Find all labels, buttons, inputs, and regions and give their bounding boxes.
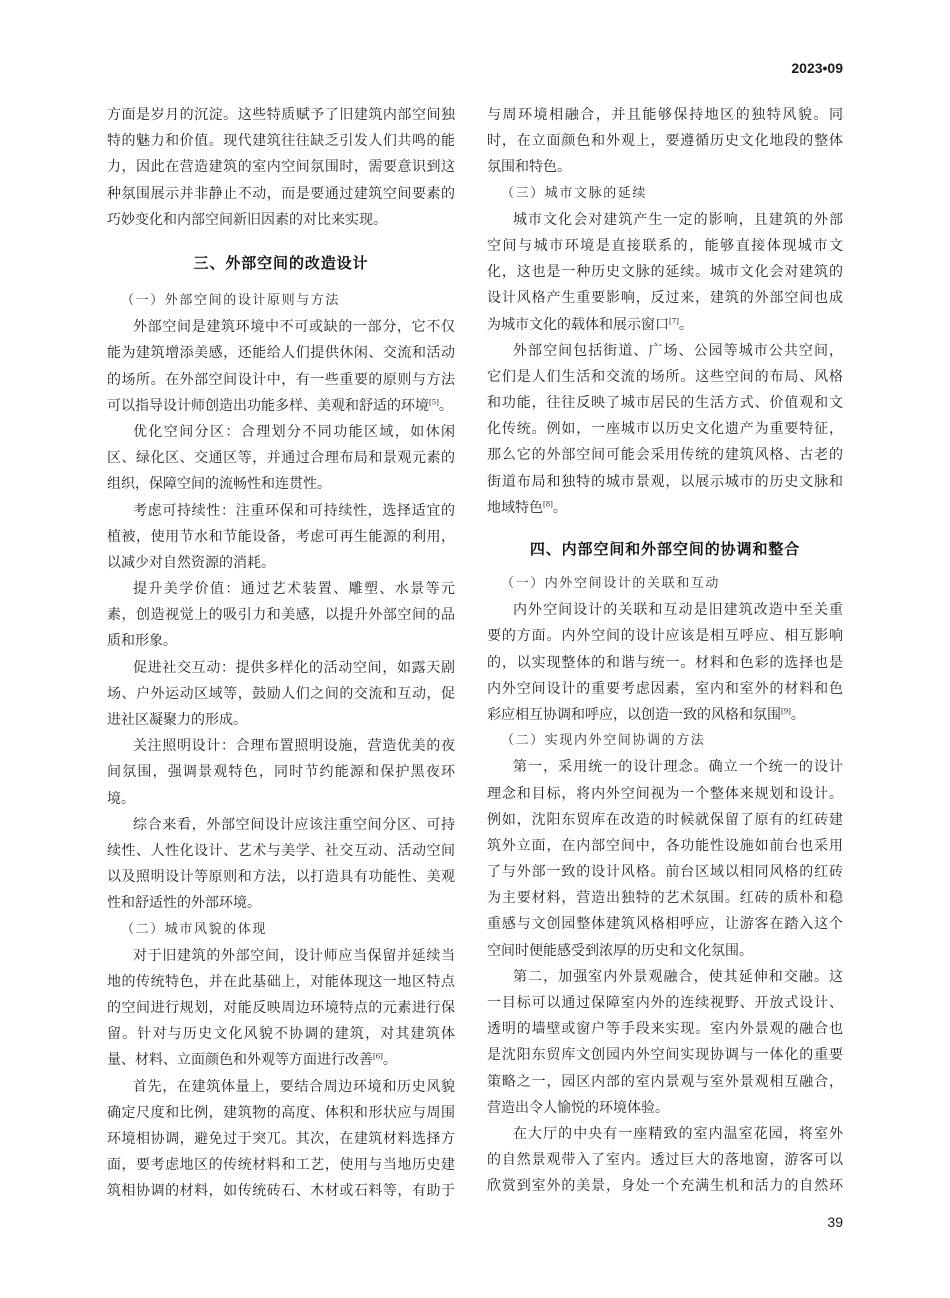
paragraph-line: 例如，沈阳东贸库在改造的时候就保留了原有的红砖建 (487, 811, 843, 828)
paragraph-line: 性和舒适性的外部环境。 (107, 895, 261, 912)
paragraph-line: 确定尺度和比例，建筑物的高度、体积和形状应与周围 (107, 1104, 455, 1121)
paragraph-line (487, 702, 843, 728)
citation-ref: [5] (429, 398, 439, 407)
right-column-body (487, 571, 843, 1200)
paragraph-line (487, 312, 843, 338)
paragraph-line: 是沈阳东贸库文创园内外空间实现协调与一体化的重要 (487, 1047, 843, 1064)
paragraph-line: 间氛围，强调景观特色，同时节约能源和保护黑夜环 (107, 764, 455, 781)
paragraph-line: 外部空间包括街道、广场、公园等城市公共空间， (513, 342, 843, 359)
paragraph-line: 对于旧建筑的外部空间，设计师应当保留并延续当 (133, 947, 455, 964)
line-text: 可以指导设计师创造出功能多样、美观和舒适的环境 (107, 397, 429, 414)
paragraph-line: 区、绿化区、交通区等，并通过合理布局和景观元素的 (107, 450, 455, 467)
subsection-heading: （一）内外空间设计的关联和互动 (501, 576, 721, 591)
paragraph-line: 空间与城市环境是直接联系的，能够直接体现城市文 (487, 237, 843, 254)
paragraph-line: 它们是人们生活和交流的场所。这些空间的布局、风格 (487, 368, 843, 385)
paragraph-line: 方面是岁月的沉淀。这些特质赋予了旧建筑内部空间独 (107, 107, 455, 123)
paragraph-line: 组织，保障空间的流畅性和连贯性。 (107, 476, 331, 493)
paragraph-line: 透明的墙壁或窗户等手段来实现。室内外景观的融合也 (487, 1021, 843, 1038)
paragraph-line: 第二，加强室内外景观融合，使其延伸和交融。这 (513, 968, 843, 985)
subsection-heading: （二）城市风貌的体现 (121, 921, 268, 937)
paragraph-line: 环境相协调，避免过于突兀。其次，在建筑材料选择方 (107, 1131, 455, 1147)
paragraph-line: 内外空间设计的重要考虑因素，室内和室外的材料和色 (487, 680, 843, 697)
left-column-body (107, 288, 455, 1205)
paragraph-line: 促进社交互动：提供多样化的活动空间，如露天剧 (133, 659, 455, 676)
line-text: 。 (678, 316, 693, 333)
paragraph-line: 在大厅的中央有一座精致的室内温室花园，将室外 (513, 1125, 843, 1142)
paragraph-line: 时，在立面颜色和外观上，要遵循历史文化地段的整体 (487, 133, 843, 150)
paragraph (107, 419, 455, 498)
section-heading: 三、外部空间的改造设计 (193, 254, 369, 272)
paragraph-line: 第一，采用统一的设计理念。确立一个统一的设计 (513, 759, 843, 776)
citation-ref: [9] (781, 707, 791, 716)
paragraph-line: 面，要考虑地区的传统材料和工艺，使用与当地历史建 (107, 1157, 455, 1174)
paragraph-line: 营造出令人愉悦的环境体验。 (487, 1099, 669, 1116)
line-text: 彩应相互协调和呼应，以创造一致的风格和氛围 (487, 706, 781, 723)
paragraph-line: 种氛围展示并非静止不动，而是要通过建筑空间要素的 (107, 185, 455, 202)
paragraph (487, 102, 843, 181)
paragraph-line (107, 1047, 455, 1073)
paragraph-line (107, 393, 455, 419)
paragraph-line: 植被，使用节水和节能设备，考虑可再生能源的利用， (107, 528, 455, 545)
line-text: 。 (382, 1052, 397, 1069)
right-column-top (487, 102, 843, 521)
paragraph (107, 498, 455, 577)
paragraph-line: 进社区凝聚力的形成。 (107, 712, 247, 728)
paragraph-line: 筑外立面，在内部空间中，各功能性设施如前台也采用 (487, 837, 843, 854)
paragraph (487, 338, 843, 521)
subsection-heading: （二）实现内外空间协调的方法 (501, 733, 706, 749)
paragraph-line: 关注照明设计：合理布置照明设施，营造优美的夜 (133, 738, 455, 755)
paragraph-line: 理念和目标，将内外空间视为一个整体来规划和设计。 (487, 785, 843, 802)
paragraph-line: 力，因此在营造建筑的室内空间氛围时，需要意识到这 (107, 159, 455, 176)
paragraph-line: 要的方面。内外空间的设计应该是相互呼应、相互影响 (487, 628, 843, 645)
paragraph-line: 质和形象。 (107, 633, 177, 650)
paragraph-line: 街道布局和独特的城市景观，以展示城市的历史文脉和 (487, 473, 843, 490)
paragraph (107, 1074, 455, 1205)
paragraph-line: 的空间进行规划，对能反映周边环境特点的元素进行保 (107, 1000, 455, 1017)
paragraph (487, 754, 843, 964)
paragraph-line: 和功能，往往反映了城市居民的生活方式、价值观和文 (487, 395, 843, 412)
paragraph (107, 314, 455, 419)
paragraph-line: 筑相协调的材料，如传统砖石、木材或石料等，有助于 (107, 1183, 455, 1200)
line-text: 。 (552, 499, 567, 516)
subsection-heading: （一）外部空间的设计原则与方法 (121, 293, 341, 308)
paragraph (487, 597, 843, 728)
paragraph-line: 提升美学价值：通过艺术装置、雕塑、水景等元 (133, 581, 455, 598)
paragraph-line: 以及照明设计等原则和方法，以打造具有功能性、美观 (107, 869, 455, 886)
paragraph-line: 地的传统特色，并在此基础上，对能体现这一地区特点 (107, 973, 455, 990)
line-text: 。 (438, 397, 453, 414)
paragraph-line: 以减少对自然资源的消耗。 (107, 554, 275, 571)
paragraph-line: 内外空间设计的关联和互动是旧建筑改造中至关重 (513, 602, 843, 619)
paragraph-line: 首先，在建筑体量上，要结合周边环境和历史风貌 (133, 1078, 455, 1095)
paragraph-line: 留。针对与历史文化风貌不协调的建筑，对其建筑体 (107, 1026, 455, 1043)
paragraph-line: 特的魅力和价值。现代建筑往往缺乏引发人们共鸣的能 (107, 133, 455, 150)
paragraph-line: 重感与文创园整体建筑风格相呼应，让游客在踏入这个 (487, 916, 843, 933)
left-column-intro (107, 102, 455, 233)
paragraph-line: 空间时便能感受到浓厚的历史和文化氛围。 (487, 942, 753, 959)
paragraph-line: 为主要材料，营造出独特的艺术氛围。红砖的质朴和稳 (487, 890, 843, 907)
paragraph-line: 的场所。在外部空间设计中，有一些重要的原则与方法 (107, 371, 455, 388)
paragraph-line (487, 495, 843, 521)
paragraph-line: 境。 (107, 790, 135, 807)
paragraph-line: 巧妙变化和内部空间新旧因素的对比来实现。 (107, 211, 387, 228)
paragraph (487, 207, 843, 338)
line-text: 为城市文化的载体和展示窗口 (487, 316, 669, 333)
section-heading: 四、内部空间和外部空间的协调和整合 (529, 540, 801, 558)
paragraph-line: 了与外部一致的设计风格。前台区域以相同风格的红砖 (487, 864, 843, 881)
paragraph (107, 576, 455, 655)
paragraph (107, 733, 455, 812)
paragraph-line: 的自然景观带入了室内。透过巨大的落地窗，游客可以 (487, 1152, 843, 1169)
line-text: 量、材料、立面颜色和外观等方面进行改善 (107, 1052, 373, 1069)
paragraph-line: 一目标可以通过保障室内外的连续视野、开放式设计、 (487, 995, 843, 1011)
paragraph-line: 化传统。例如，一座城市以历史文化遗产为重要特征， (487, 421, 843, 438)
citation-ref: [8] (543, 500, 553, 509)
paragraph (107, 812, 455, 917)
paragraph (107, 102, 455, 233)
paragraph-line: 续性、人性化设计、艺术与美学、社交互动、活动空间 (107, 842, 455, 859)
line-text: 地域特色 (487, 499, 543, 516)
paragraph (487, 1121, 843, 1200)
paragraph-line: 城市文化会对建筑产生一定的影响，且建筑的外部 (513, 211, 843, 228)
paragraph-line: 场、户外运动区域等，鼓励人们之间的交流和互动，促 (107, 685, 455, 702)
paragraph-line: 那么它的外部空间可能会采用传统的建筑风格、古老的 (487, 447, 843, 464)
citation-ref: [7] (669, 316, 679, 325)
page-number: 39 (827, 1214, 843, 1230)
paragraph-line: 设计风格产生重要影响，反过来，建筑的外部空间也成 (487, 290, 843, 307)
subsection-heading: （三）城市文脉的延续 (501, 185, 648, 201)
paragraph-line: 素，创造视觉上的吸引力和美感，以提升外部空间的品 (107, 607, 455, 624)
paragraph-line: 氛围和特色。 (487, 159, 571, 176)
paragraph-line: 化，这也是一种历史文脉的延续。城市文化会对建筑的 (487, 264, 843, 281)
paragraph-line: 与周环境相融合，并且能够保持地区的独特风貌。同 (487, 107, 843, 123)
paragraph-line: 欣赏到室外的美景，身处一个充满生机和活力的自然环 (487, 1178, 843, 1195)
paragraph-line: 优化空间分区：合理划分不同功能区域，如休闲 (133, 423, 455, 440)
paragraph-line: 能为建筑增添美感，还能给人们提供休闲、交流和活动 (107, 345, 455, 362)
paragraph (107, 655, 455, 734)
issue-number: 2023•09 (791, 60, 843, 76)
line-text: 。 (790, 706, 805, 723)
paragraph (107, 943, 455, 1074)
paragraph-line: 外部空间是建筑环境中不可或缺的一部分，它不仅 (133, 319, 455, 336)
paragraph-line: 考虑可持续性：注重环保和可持续性，选择适宜的 (133, 502, 455, 519)
paragraph (487, 964, 843, 1121)
paragraph-line: 策略之一，园区内部的室内景观与室外景观相互融合， (487, 1073, 843, 1090)
paragraph-line: 的，以实现整体的和谐与统一。材料和色彩的选择也是 (487, 654, 843, 671)
paragraph-line: 综合来看，外部空间设计应该注重空间分区、可持 (133, 816, 455, 833)
citation-ref: [6] (373, 1052, 383, 1061)
